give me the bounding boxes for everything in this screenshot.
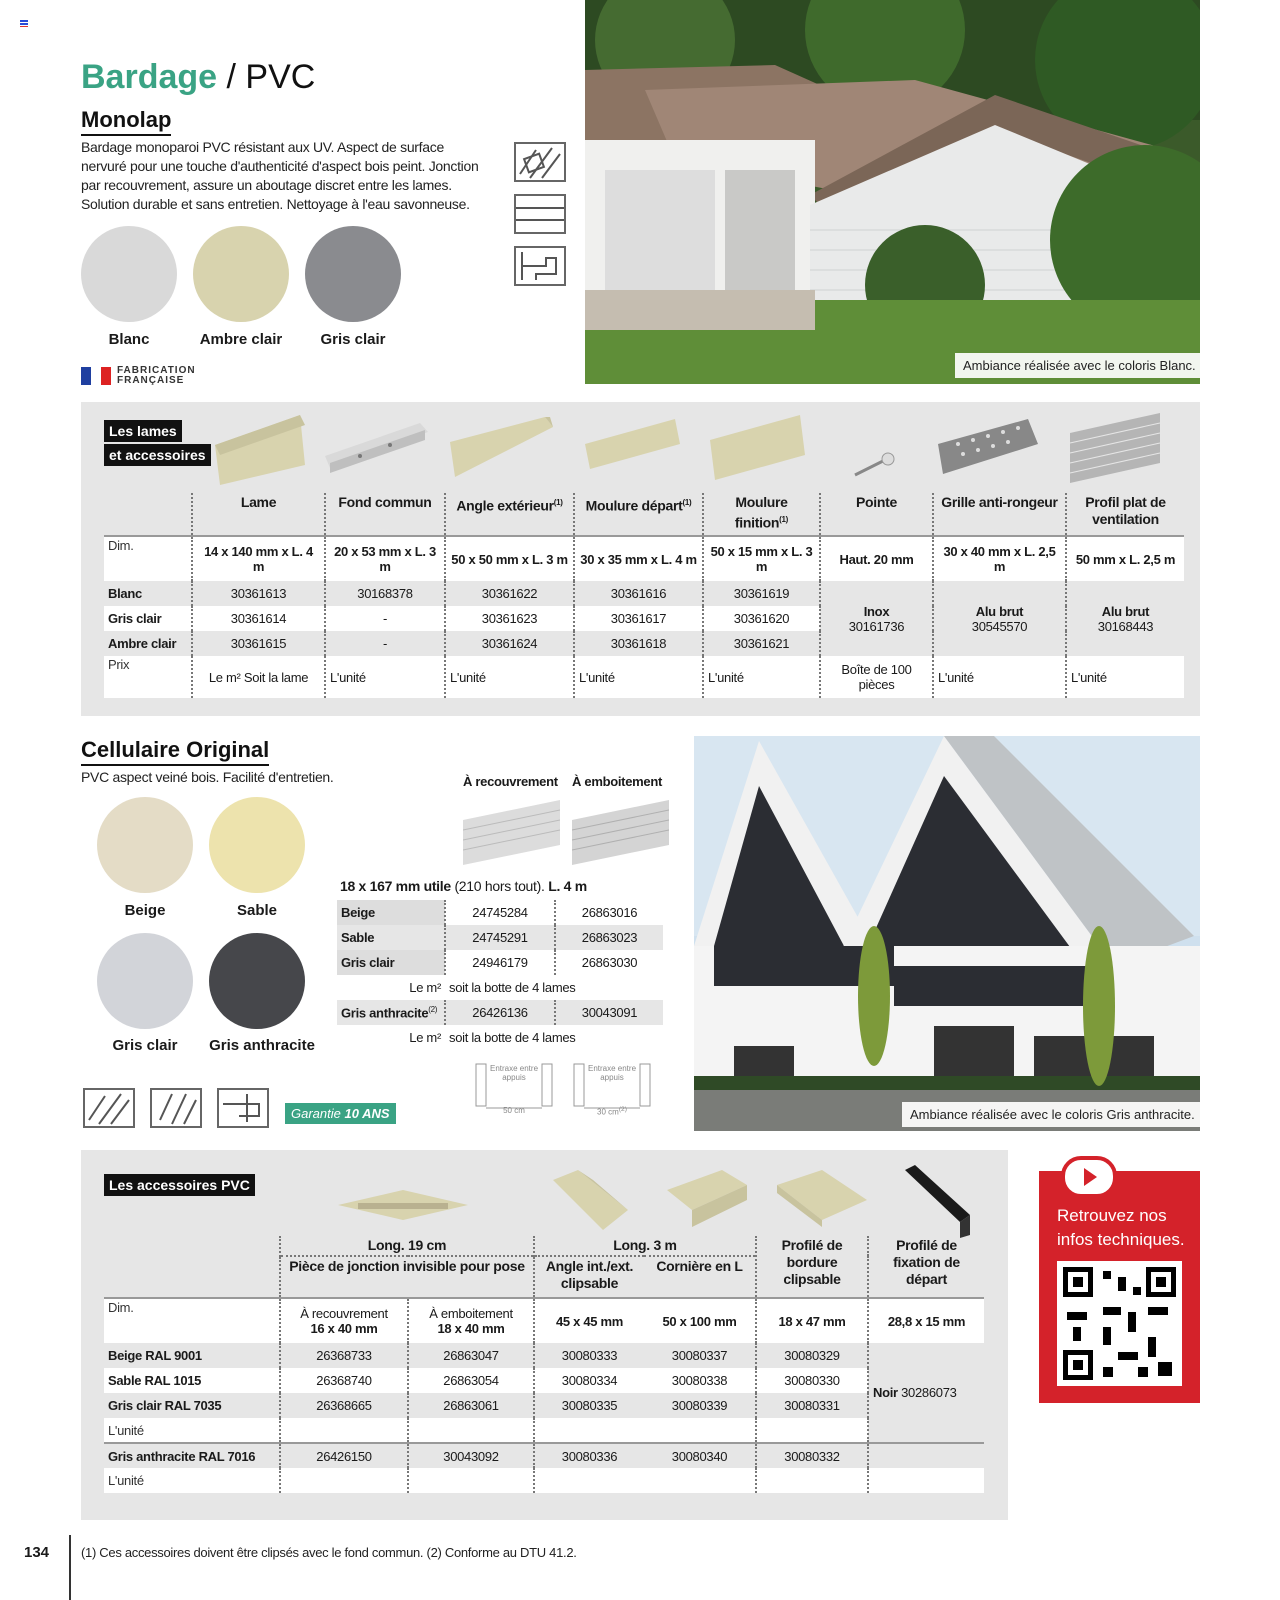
unite-label: L'unité: [108, 1422, 144, 1438]
row-label: Sable RAL 1015: [108, 1373, 202, 1388]
dim-cell: 50 x 100 mm: [662, 1313, 737, 1329]
price-note: soit la botte de 4 lames: [449, 1030, 576, 1045]
ref-cell: 24745284: [445, 900, 555, 925]
swatch-sable: [209, 797, 305, 893]
ref-cell: 24745291: [445, 925, 555, 950]
pointe-illustration: [850, 445, 900, 485]
pose-profile-icon: [217, 1088, 269, 1128]
dim-cell: 14 x 140 mm x L. 4 m: [192, 536, 325, 581]
prix-cell: L'unité: [1066, 656, 1184, 698]
entraxe-30-diagram: [572, 1060, 652, 1116]
pose-profile-icon: [514, 246, 566, 286]
angle-exterieur-illustration: [445, 412, 555, 482]
ref-cell: 26426136: [445, 1000, 555, 1025]
col-header: [445, 493, 574, 536]
row-label: Gris anthracite RAL 7016: [108, 1448, 256, 1464]
ref-cell: 30361616: [574, 581, 703, 606]
grille-material: Alu brut: [975, 603, 1024, 619]
lames-table: [104, 493, 1184, 698]
page-title-sub: / PVC: [217, 58, 316, 96]
fond-commun-illustration: [320, 418, 430, 478]
corniere-illustration: [662, 1165, 752, 1235]
ref-cell: 26368665: [280, 1393, 408, 1418]
swatch-label: Sable: [236, 902, 278, 919]
entraxe-50-diagram: [474, 1060, 554, 1116]
col-recouvrement: À recouvrement: [463, 774, 558, 789]
table-row: [104, 1393, 984, 1418]
table-row: [337, 950, 663, 975]
prix-label: Prix: [108, 657, 130, 672]
ref-cell: 30168378: [325, 581, 445, 606]
ref-cell: 30361622: [445, 581, 574, 606]
entraxe-value: 30 cm: [597, 1107, 619, 1117]
ref-cell: 30080339: [671, 1398, 728, 1413]
ref-cell: 26426150: [280, 1443, 408, 1468]
ref-cell: 26368733: [280, 1343, 408, 1368]
table-row: [337, 1000, 663, 1025]
grille-ref: 30545570: [971, 618, 1028, 634]
accessoires-label: Les accessoires PVC: [104, 1174, 255, 1196]
col-header-text: Profil plat de ventilation: [1085, 494, 1166, 527]
footnote-mark: (2): [428, 1004, 438, 1014]
play-icon[interactable]: [1061, 1156, 1117, 1198]
row-label: Blanc: [108, 586, 142, 601]
photo-maison-anthracite: [694, 736, 1200, 1131]
col-header: Angle int./ext. clipsable: [534, 1256, 644, 1298]
pose-horizontal-icon: [514, 194, 566, 234]
row-label: Ambre clair: [108, 636, 177, 651]
grille-ref-cell: [933, 581, 1066, 656]
col-header: Pièce de jonction invisible pour pose: [280, 1256, 534, 1298]
row-label: Beige: [337, 900, 445, 925]
footer-divider: [69, 1535, 71, 1600]
col-header-text: Moulure départ: [585, 497, 683, 514]
cellulaire-size: [340, 878, 587, 894]
qr-text: Retrouvez nos infos techniques.: [1057, 1206, 1185, 1249]
photo-caption-anthracite: Ambiance réalisée avec le coloris Gris anthracite.: [902, 1102, 1203, 1127]
dim-cell: 30 x 40 mm x L. 2,5 m: [933, 536, 1066, 581]
group-header: Long. 19 cm: [280, 1236, 534, 1256]
monolap-title: Monolap: [81, 107, 171, 136]
ref-cell: 30361613: [192, 581, 325, 606]
ref-cell: 30361619: [703, 581, 820, 606]
fabrication-label: [117, 366, 196, 386]
size-light: (210 hors tout).: [450, 878, 549, 894]
swatch-gris-anthracite: [209, 933, 305, 1029]
profile-fixation-illustration: [900, 1160, 980, 1240]
moulure-finition-illustration: [705, 410, 815, 485]
col-header: [574, 493, 703, 536]
table-row: [104, 1368, 984, 1393]
col-header-text: Moulure finition: [734, 494, 788, 531]
ref-cell: 30080331: [756, 1393, 868, 1418]
entraxe-value: 50 cm: [503, 1106, 525, 1115]
sub-header: À recouvrement: [300, 1306, 388, 1321]
page-title-main: Bardage: [81, 58, 218, 96]
dim-value: 18 x 40 mm: [437, 1321, 505, 1336]
page-number: 134: [24, 1544, 50, 1561]
pose-vertical-icon: [150, 1088, 202, 1128]
col-header: Profilé de bordure clipsable: [756, 1236, 868, 1298]
lames-label-line: Les lames: [104, 420, 182, 442]
dim-cell: 20 x 53 mm x L. 3 m: [325, 536, 445, 581]
dim-cell: 30 x 35 mm x L. 4 m: [574, 536, 703, 581]
angle-clipsable-illustration: [548, 1165, 638, 1235]
sub-header: À emboitement: [429, 1306, 513, 1321]
lames-label-line: et accessoires: [104, 444, 211, 466]
qr-code-icon[interactable]: [1057, 1261, 1182, 1386]
pose-diagonal-icon: [514, 142, 566, 182]
group-header: Long. 3 m: [534, 1236, 756, 1256]
piece-jonction-illustration: [333, 1185, 473, 1225]
ref-cell: 30080332: [756, 1443, 868, 1468]
dim-value: 16 x 40 mm: [310, 1321, 378, 1336]
ref-cell: 30361618: [574, 631, 703, 656]
profil-ref-cell: [1066, 581, 1184, 656]
footnote-mark: (2): [618, 1106, 627, 1113]
swatch-label: Gris clair: [112, 1037, 178, 1054]
lame-emboitement-illustration: [572, 800, 669, 865]
ref-cell: 26863061: [408, 1393, 534, 1418]
photo-caption-blanc: Ambiance réalisée avec le coloris Blanc.: [955, 353, 1204, 378]
cellulaire-table: [337, 900, 663, 1050]
cellulaire-description: PVC aspect veiné bois. Facilité d'entretien.: [81, 769, 334, 785]
row-label: Sable: [341, 930, 375, 945]
ref-cell: 26368740: [280, 1368, 408, 1393]
ref-cell: 24946179: [445, 950, 555, 975]
ref-cell: 30043091: [555, 1000, 663, 1025]
col-header: [325, 493, 445, 536]
ref-cell: -: [325, 606, 445, 631]
table-row: [104, 581, 1184, 606]
unite-row: [104, 1468, 984, 1493]
lame-recouvrement-illustration: [463, 800, 560, 865]
dim-cell: Haut. 20 mm: [820, 536, 933, 581]
footnote-mark: (1): [553, 498, 563, 507]
swatch-blanc: [81, 226, 177, 322]
ref-cell: 30361624: [445, 631, 574, 656]
ref-cell: 30080335: [534, 1393, 644, 1418]
size-length: L. 4 m: [548, 878, 587, 894]
ref-cell: 30361614: [192, 606, 325, 631]
garantie-years: 10 ANS: [344, 1106, 390, 1121]
france-flag-icon: [81, 367, 111, 385]
profile-bordure-illustration: [772, 1165, 872, 1235]
prix-cell: L'unité: [933, 656, 1066, 698]
pose-diagonal-icon: [83, 1088, 135, 1128]
moulure-depart-illustration: [580, 414, 690, 479]
unite-row: [104, 1418, 984, 1443]
prix-cell: Boîte de 100 pièces: [820, 656, 933, 698]
fabrication-line: FRANÇAISE: [117, 375, 185, 386]
profil-ref: 30168443: [1097, 618, 1154, 634]
prix-cell: L'unité: [574, 656, 703, 698]
ref-cell: 30361620: [703, 606, 820, 631]
swatch-gris-clair: [97, 933, 193, 1029]
footnote-mark: (1): [682, 498, 692, 507]
dim-label: Dim.: [108, 538, 134, 553]
pointe-ref-cell: [820, 581, 933, 656]
dim-cell: [280, 1298, 408, 1343]
prix-cell: L'unité: [445, 656, 574, 698]
pointe-ref: 30161736: [848, 618, 905, 634]
dim-cell: 50 mm x L. 2,5 m: [1066, 536, 1184, 581]
swatch-ambre-clair: [193, 226, 289, 322]
table-row: [104, 1443, 984, 1468]
col-header-text: Grille anti-rongeur: [941, 494, 1058, 510]
swatch-label: Ambre clair: [199, 331, 283, 348]
price-row: [337, 975, 663, 1000]
col-header: Cornière en L: [644, 1256, 756, 1298]
ref-cell: 30361621: [703, 631, 820, 656]
row-label: Beige RAL 9001: [108, 1348, 202, 1363]
noir-label: Noir: [873, 1385, 898, 1400]
garantie-badge: [285, 1103, 396, 1124]
prix-cell: Le m² Soit la lame: [192, 656, 325, 698]
page-title: [81, 58, 315, 97]
ref-cell: 30043092: [408, 1443, 534, 1468]
pointe-material: Inox: [863, 603, 890, 619]
ref-cell: 26863054: [408, 1368, 534, 1393]
entraxe-label: Entraxe entre appuis: [587, 1064, 637, 1082]
dim-cell: [408, 1298, 534, 1343]
monolap-description: Bardage monoparoi PVC résistant aux UV. Aspect de surface nervuré pour une touche d'authenticité d'aspect bois peint. Jonction par recouvrement, assure un aboutage discret entre les lames. Solution durable et sans entretien. Nettoyage à l'eau savonneuse.: [81, 139, 479, 212]
col-header-text: Angle extérieur: [456, 497, 554, 514]
col-header-text: Fond commun: [338, 494, 432, 510]
noir-ref: 30286073: [901, 1385, 957, 1400]
dim-cell: 28,8 x 15 mm: [868, 1298, 984, 1343]
size-bold: 18 x 167 mm utile: [340, 878, 451, 894]
swatch-label: Blanc: [108, 331, 150, 348]
noir-cell: [868, 1343, 984, 1443]
price-note: Le m²: [409, 1030, 441, 1045]
col-header-text: Lame: [240, 494, 277, 510]
footnote: (1) Ces accessoires doivent être clipsés avec le fond commun. (2) Conforme au DTU 41.2.: [81, 1545, 577, 1560]
menu-icon[interactable]: [20, 20, 28, 27]
profil-ventilation-illustration: [1065, 408, 1165, 488]
prix-cell: L'unité: [325, 656, 445, 698]
table-row: [104, 1343, 984, 1368]
lame-illustration: [210, 410, 310, 485]
prix-cell: L'unité: [703, 656, 820, 698]
col-header: [703, 493, 820, 536]
fabrication-line: FABRICATION: [117, 365, 196, 376]
ref-cell: -: [325, 631, 445, 656]
col-header: [1066, 493, 1184, 536]
garantie-text: Garantie: [291, 1106, 345, 1121]
col-emboitement: À emboitement: [572, 774, 663, 789]
ref-cell: 30080340: [671, 1448, 728, 1464]
entraxe-label: Entraxe entre appuis: [489, 1064, 539, 1082]
dim-cell: 50 x 15 mm x L. 3 m: [703, 536, 820, 581]
ref-cell: 26863047: [408, 1343, 534, 1368]
col-header: Profilé de fixation de départ: [868, 1236, 984, 1298]
footnote-mark: (1): [779, 515, 789, 524]
price-note: Le m²: [409, 980, 441, 995]
dim-label: Dim.: [108, 1300, 134, 1315]
cellulaire-title: Cellulaire Original: [81, 737, 269, 766]
dim-cell: 45 x 45 mm: [534, 1298, 644, 1343]
swatch-gris-clair: [305, 226, 401, 322]
ref-cell: 30361623: [445, 606, 574, 631]
swatch-label: Gris anthracite: [209, 1037, 315, 1054]
table-row: [337, 900, 663, 925]
profil-material: Alu brut: [1101, 603, 1150, 619]
price-row: [104, 656, 1184, 698]
ref-cell: 26863030: [555, 950, 663, 975]
swatch-label: Gris clair: [320, 331, 386, 348]
ref-cell: 30080338: [671, 1373, 728, 1388]
swatch-label: Beige: [124, 902, 166, 919]
col-header: [192, 493, 325, 536]
row-label: Gris clair: [337, 950, 445, 975]
dim-cell: 50 x 50 mm x L. 3 m: [445, 536, 574, 581]
ref-cell: 30080330: [756, 1368, 868, 1393]
ref-cell: 30080334: [534, 1368, 644, 1393]
ref-cell: 30361617: [574, 606, 703, 631]
unite-label: L'unité: [108, 1473, 144, 1488]
price-row: [337, 1025, 663, 1050]
col-header-text: Pointe: [856, 494, 897, 510]
col-header: [933, 493, 1066, 536]
col-header: [820, 493, 933, 536]
table-row: [337, 925, 663, 950]
dim-cell: 18 x 47 mm: [756, 1298, 868, 1343]
ref-cell: 26863016: [555, 900, 663, 925]
row-label: Gris anthracite: [341, 1005, 429, 1021]
ref-cell: 30080337: [671, 1348, 728, 1363]
row-label: Gris clair RAL 7035: [108, 1398, 222, 1413]
qr-panel[interactable]: [1039, 1171, 1200, 1403]
photo-maison-blanche: [585, 0, 1200, 384]
price-note: soit la botte de 4 lames: [449, 980, 576, 995]
row-label: Gris clair: [108, 611, 162, 626]
ref-cell: 30080333: [534, 1343, 644, 1368]
accessoires-table: [104, 1236, 984, 1493]
grille-anti-rongeur-illustration: [933, 414, 1043, 484]
lames-label: [104, 420, 211, 466]
ref-cell: 26863023: [555, 925, 663, 950]
ref-cell: 30080336: [534, 1443, 644, 1468]
swatch-beige: [97, 797, 193, 893]
ref-cell: 30361615: [192, 631, 325, 656]
ref-cell: 30080329: [756, 1343, 868, 1368]
